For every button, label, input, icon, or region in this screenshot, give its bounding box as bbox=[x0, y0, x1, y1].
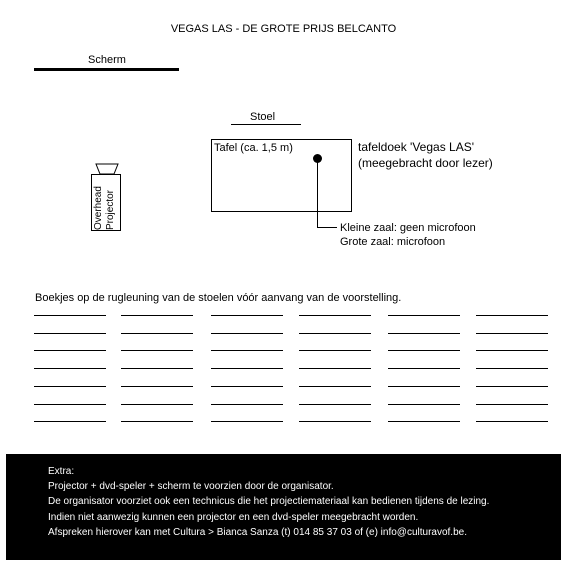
microphone-note-large-hall: Grote zaal: microfoon bbox=[340, 236, 446, 248]
tablecloth-label: tafeldoek 'Vegas LAS' bbox=[358, 140, 474, 154]
chair-label: Stoel bbox=[250, 111, 276, 123]
footer-line: Projector + dvd-speler + scherm te voorzien door de organisator. bbox=[48, 481, 334, 493]
footer-line: Extra: bbox=[48, 466, 75, 477]
page-title: VEGAS LAS - DE GROTE PRIJS BELCANTO bbox=[170, 23, 397, 35]
footer-line: Indien niet aanwezig kunnen een projector en een dvd-speler meegebracht worden. bbox=[48, 511, 419, 523]
projector-label-line2: Projector bbox=[105, 189, 116, 230]
projector-label-line1: Overhead bbox=[93, 186, 104, 230]
screen-label: Scherm bbox=[88, 54, 126, 66]
microphone-note-small-hall: Kleine zaal: geen microfoon bbox=[340, 222, 476, 234]
tablecloth-note: (meegebracht door lezer) bbox=[358, 156, 493, 170]
table-label: Tafel (ca. 1,5 m) bbox=[214, 142, 293, 154]
footer-line: Afspreken hierover kan met Cultura > Bianca Sanza (t) 014 85 37 03 of (e) info@culturavof.be. bbox=[48, 526, 467, 538]
footer-text bbox=[48, 464, 489, 540]
footer-box bbox=[6, 454, 561, 560]
footer-line: De organisator voorziet ook een technicus die het projectiemateriaal kan bedienen tijdens de lezing. bbox=[48, 496, 490, 508]
booklets-note: Boekjes op de rugleuning van de stoelen vóór aanvang van de voorstelling. bbox=[35, 292, 402, 304]
